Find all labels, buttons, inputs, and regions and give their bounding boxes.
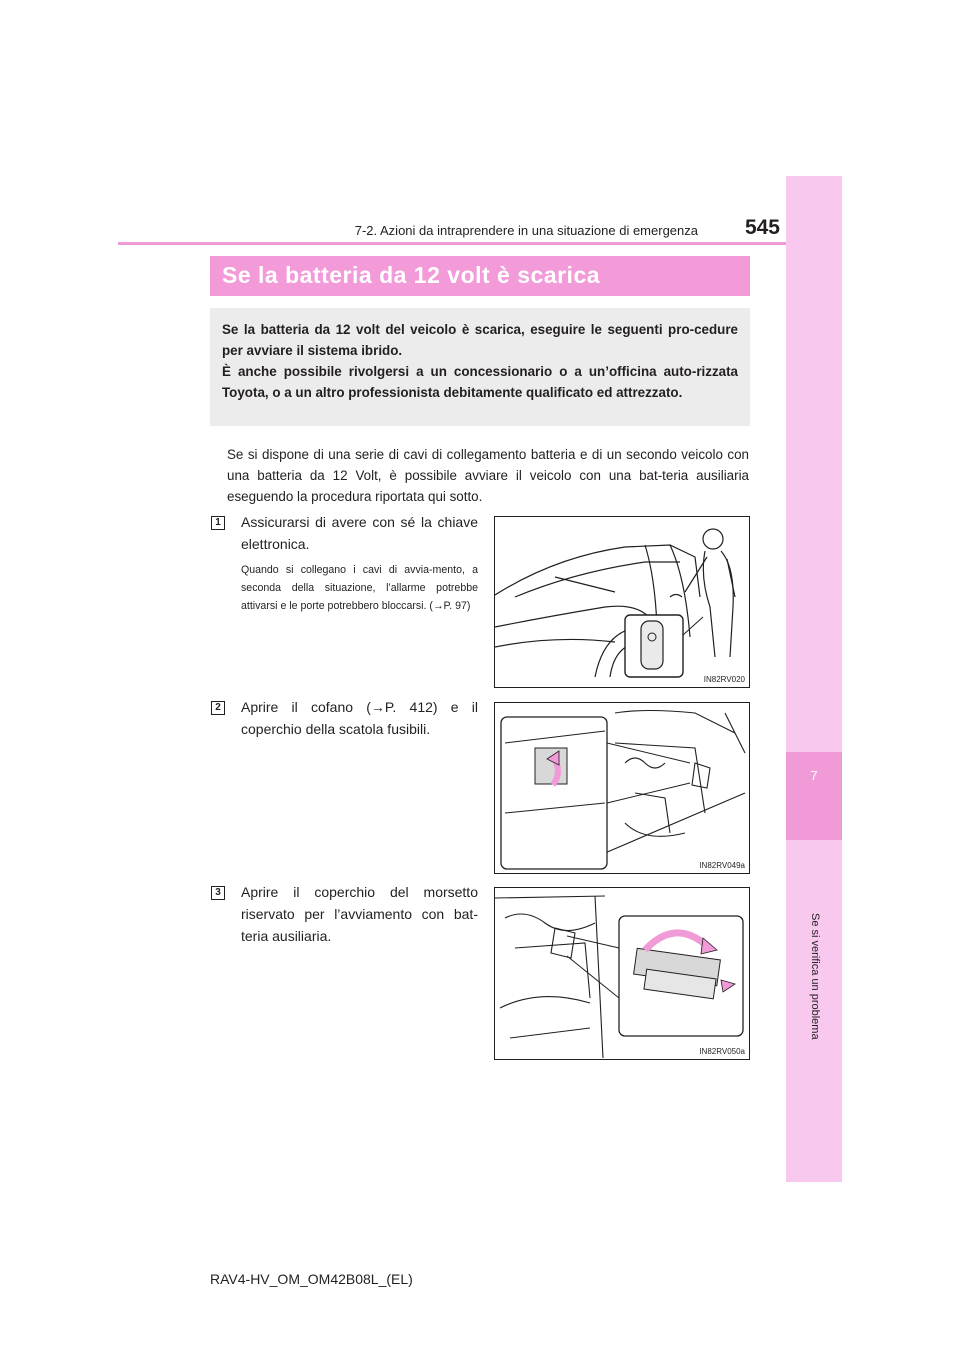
- fuse-box-cover-illustration-icon: [495, 703, 749, 873]
- chapter-title-vertical: Se si verifica un problema: [809, 913, 821, 1040]
- header-divider: [118, 242, 786, 245]
- footer-document-code: RAV4-HV_OM_OM42B08L_(EL): [210, 1271, 413, 1287]
- step-3-text: Aprire il coperchio del morsetto riservato per l’avviamento con bat-teria ausiliaria.: [241, 884, 478, 944]
- body-paragraph: Se si dispone di una serie di cavi di collegamento batteria e di un secondo veicolo con una batteria da 12 Volt, è possibile avviare il veicolo con una bat-teria ausiliaria eseguendo la procedura riportata qui sotto.: [227, 447, 749, 504]
- step-1-badge: 1: [211, 516, 225, 530]
- step-1-text: Assicurarsi di avere con sé la chiave elettronica.: [241, 514, 478, 552]
- car-door-key-illustration-icon: [495, 517, 749, 687]
- intro-text-content: Se la batteria da 12 volt del veicolo è scarica, eseguire le seguenti pro-cedure per avviare il sistema ibrido. È anche possibile rivolgersi a un concessionario o a un’officina auto-rizzata Toyota, o a un altro professionista debitamente qualificato ed attrezzato.: [222, 322, 738, 400]
- page-number: 545: [744, 216, 780, 239]
- step-3-figure: [494, 887, 750, 1060]
- chapter-tab-active[interactable]: [786, 752, 842, 840]
- step-2-badge: 2: [211, 701, 225, 715]
- step-3-figure-code: IN82RV050a: [699, 1047, 745, 1056]
- header-section-title: 7-2. Azioni da intraprendere in una situazione di emergenza: [354, 223, 698, 238]
- step-2-text: Aprire il cofano (→P. 412) e il coperchio della scatola fusibili.: [241, 699, 478, 737]
- section-title-bar: [210, 256, 750, 296]
- step-2-figure: [494, 702, 750, 874]
- intro-box: [210, 308, 750, 426]
- step-1-figure-code: IN82RV020: [703, 675, 745, 684]
- step-1-figure: [494, 516, 750, 688]
- step-1-note: Quando si collegano i cavi di avvia-mento, a seconda della situazione, l’allarme potrebbe attivarsi e le porte potrebbero bloccarsi. (→P. 97): [241, 564, 478, 612]
- jump-terminal-cover-illustration-icon: [495, 888, 749, 1059]
- chapter-number: 7: [810, 768, 818, 783]
- intro-text: [222, 319, 738, 403]
- section-title: Se la batteria da 12 volt è scarica: [222, 262, 601, 288]
- step-3-badge: 3: [211, 886, 225, 900]
- step-2-figure-code: IN82RV049a: [699, 861, 745, 870]
